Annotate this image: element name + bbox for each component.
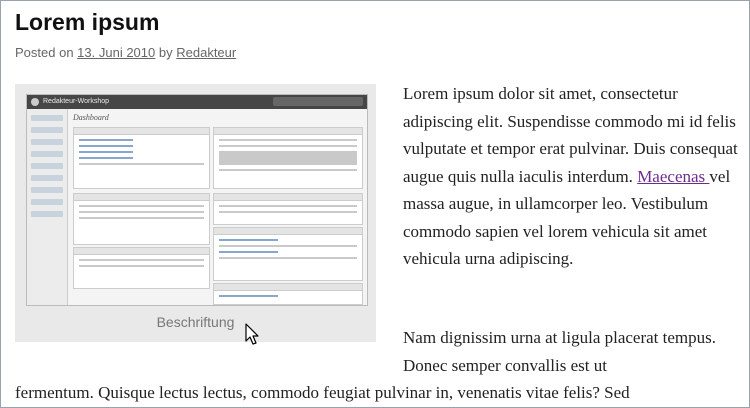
- posted-on-label: Posted on: [15, 45, 74, 60]
- screenshot-widget-comments: [73, 193, 210, 245]
- author-link[interactable]: Redakteur: [176, 45, 237, 60]
- dashboard-screenshot-image[interactable]: [26, 94, 368, 306]
- post-title[interactable]: Lorem ipsum: [15, 9, 160, 35]
- image-figure: [15, 84, 376, 342]
- screenshot-widget-right-now: [73, 127, 210, 189]
- post-paragraph-1: [403, 80, 749, 273]
- screenshot-header-links: [273, 97, 363, 106]
- screenshot-header: [27, 95, 367, 109]
- mouse-pointer-icon: [245, 323, 261, 347]
- screenshot-widget-news: [213, 283, 363, 305]
- maecenas-link[interactable]: Maecenas: [637, 166, 710, 186]
- screenshot-sidebar: [27, 109, 68, 305]
- paragraph-1-text-end: vel massa augue, in ullamcorper leo. Vestibulum commodo sapien vel lorem vehicula sit amet vehicula urna adipiscing.: [403, 166, 731, 268]
- screenshot-widget-quickpress: [213, 127, 363, 189]
- screenshot-widget-drafts: [213, 193, 363, 225]
- screenshot-page-title: Dashboard: [73, 113, 109, 122]
- post-date-link[interactable]: 13. Juni 2010: [77, 45, 156, 60]
- post-paragraph-2-line-1: Nam dignissim urna at ligula placerat tempus. Donec semper convallis est ut: [403, 328, 717, 375]
- paragraph-1-text-start: Lorem ipsum dolor sit amet, consectetur adipiscing elit. Suspendisse commodo mi id felis vulputate et tempor erat pulvinar. Duis consequat augue quis nulla iaculis interdum.: [403, 84, 738, 186]
- screenshot-app-title: Redakteur-Workshop: [43, 98, 110, 105]
- image-caption: Beschriftung: [156, 314, 235, 330]
- screenshot-widget-blog: [213, 227, 363, 281]
- screenshot-widget-links: [73, 247, 210, 289]
- post-paragraph-2-line-3: fermentum. Quisque lectus lectus, commodo feugiat pulvinar in, venenatis vitae felis? Sed: [15, 383, 630, 402]
- by-label: by: [158, 45, 173, 60]
- post-meta: [15, 45, 236, 60]
- wordpress-logo-icon: [31, 98, 39, 106]
